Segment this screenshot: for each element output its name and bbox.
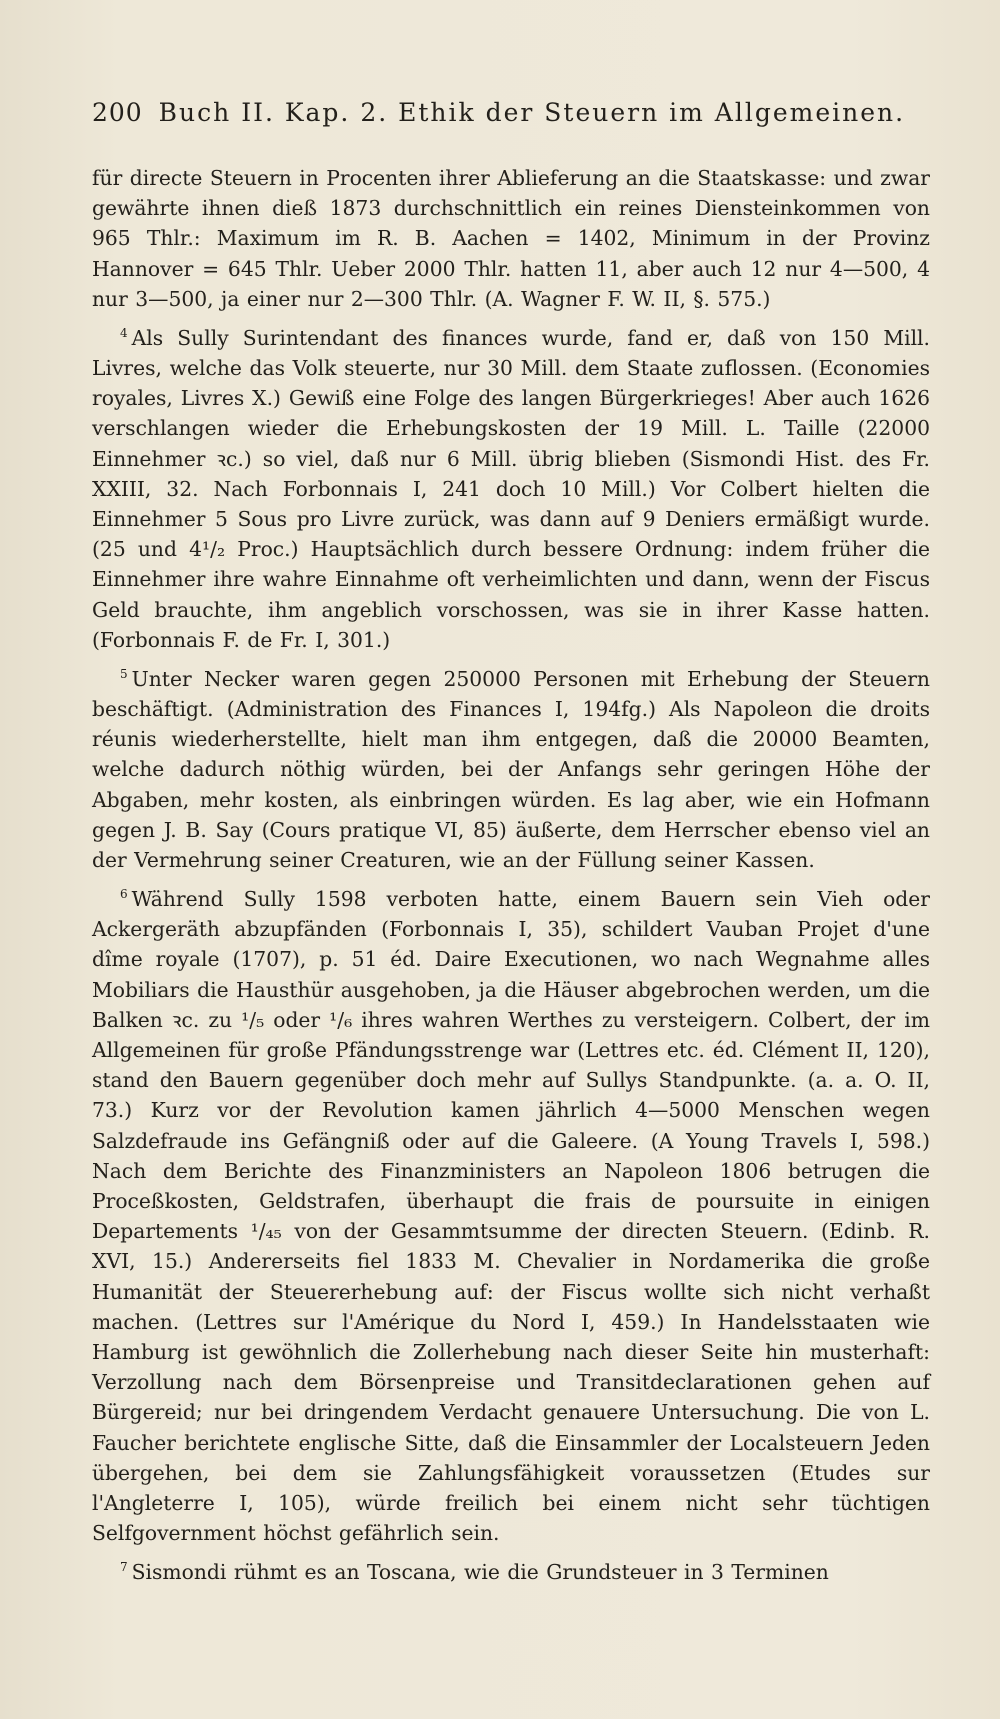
- footnote-text: Während Sully 1598 verboten hatte, einem Bauern sein Vieh oder Ackergeräth abzupfänden (Forbonnais I, 35), schildert Vauban Projet d'une dîme royale (1707), p. 51 éd. Daire Executionen, wo nach Wegnahme alles Mobiliars die Hausthür ausgehoben, ja die Häuser abgebrochen werden, um die Balken ꝛc. zu ¹/₅ oder ¹/₆ ihres wahren Werthes zu versteigern. Colbert, der im Allgemeinen für große Pfändungsstrenge war (Lettres etc. éd. Clément II, 120), stand den Bauern gegenüber doch mehr auf Sullys Standpunkte. (a. a. O. II, 73.) Kurz vor der Revolution kamen jährlich 4—5000 Menschen wegen Salzdefraude ins Gefängniß oder auf die Galeere. (A Young Travels I, 598.) Nach dem Berichte des Finanzministers an Napoleon 1806 betrugen die Proceßkosten, Geldstrafen, überhaupt die frais de poursuite in einigen Departements ¹/₄₅ von der Gesammtsumme der directen Steuern. (Edinb. R. XVI, 15.) Andererseits fiel 1833 M. Chevalier in Nordamerika die große Humanität der Steuererhebung auf: der Fiscus wollte sich nicht verhaßt machen. (Lettres sur l'Amérique du Nord I, 459.) In Handelsstaaten wie Hamburg ist gewöhnlich die Zollerhebung nach dieser Seite hin musterhaft: Verzollung nach dem Börsenpreise und Transitdeclarationen gehen auf Bürgereid; nur bei dringendem Verdacht genauere Untersuchung. Die von L. Faucher berichtete englische Sitte, daß die Einsammler der Localsteuern Jeden übergehen, bei dem sie Zahlungsfähigkeit voraussetzen (Etudes sur l'Angleterre I, 105), würde freilich bei einem nicht sehr tüchtigen Selfgovernment höchst gefährlich sein.: [92, 886, 930, 1546]
- footnote-text: für directe Steuern in Procenten ihrer Ablieferung an die Staatskasse: und zwar gewährte ihnen dieß 1873 durchschnittlich ein reines Diensteinkommen von 965 Thlr.: Maximum im R. B. Aachen = 1402, Minimum in der Provinz Hannover = 645 Thlr. Ueber 2000 Thlr. hatten 11, aber auch 12 nur 4—500, 4 nur 3—500, ja einer nur 2—300 Thlr. (A. Wagner F. W. II, §. 575.): [92, 166, 930, 311]
- footnote-number: 5: [120, 667, 128, 682]
- footnote-number: 4: [120, 326, 128, 341]
- footnote-5: [92, 659, 930, 875]
- footnote-continuation: [92, 163, 930, 314]
- footnote-block: [92, 163, 930, 1587]
- running-title: Buch II. Kap. 2. Ethik der Steuern im Allgemeinen.: [158, 98, 906, 127]
- footnote-number: 6: [120, 887, 128, 902]
- footnote-7: [92, 1552, 930, 1587]
- running-head: [92, 98, 930, 127]
- footnote-text: Als Sully Surintendant des finances wurde, fand er, daß von 150 Mill. Livres, welche das Volk steuerte, nur 30 Mill. dem Staate zuflossen. (Economies royales, Livres X.) Gewiß eine Folge des langen Bürgerkrieges! Aber auch 1626 verschlangen wieder die Erhebungskosten der 19 Mill. L. Taille (22000 Einnehmer ꝛc.) so viel, daß nur 6 Mill. übrig blieben (Sismondi Hist. des Fr. XXIII, 32. Nach Forbonnais I, 241 doch 10 Mill.) Vor Colbert hielten die Einnehmer 5 Sous pro Livre zurück, was dann auf 9 Deniers ermäßigt wurde. (25 und 4¹/₂ Proc.) Hauptsächlich durch bessere Ordnung: indem früher die Einnehmer ihre wahre Einnahme oft verheimlichten und dann, wenn der Fiscus Geld brauchte, ihm angeblich vorschossen, was sie in ihrer Kasse hatten. (Forbonnais F. de Fr. I, 301.): [92, 325, 930, 652]
- page-number: 200: [92, 98, 143, 127]
- footnote-text: Sismondi rühmt es an Toscana, wie die Grundsteuer in 3 Terminen: [131, 1560, 829, 1585]
- footnote-4: [92, 318, 930, 655]
- footnote-6: [92, 879, 930, 1548]
- footnote-number: 7: [120, 1560, 128, 1575]
- footnote-text: Unter Necker waren gegen 250000 Personen mit Erhebung der Steuern beschäftigt. (Administration des Finances I, 194fg.) Als Napoleon die droits réunis wiederherstellte, hielt man ihm entgegen, daß die 20000 Beamten, welche dadurch nöthig würden, bei der Anfangs sehr geringen Höhe der Abgaben, mehr kosten, als einbringen würden. Es lag aber, wie ein Hofmann gegen J. B. Say (Cours pratique VI, 85) äußerte, dem Herrscher ebenso viel an der Vermehrung seiner Creaturen, wie an der Füllung seiner Kassen.: [92, 666, 930, 872]
